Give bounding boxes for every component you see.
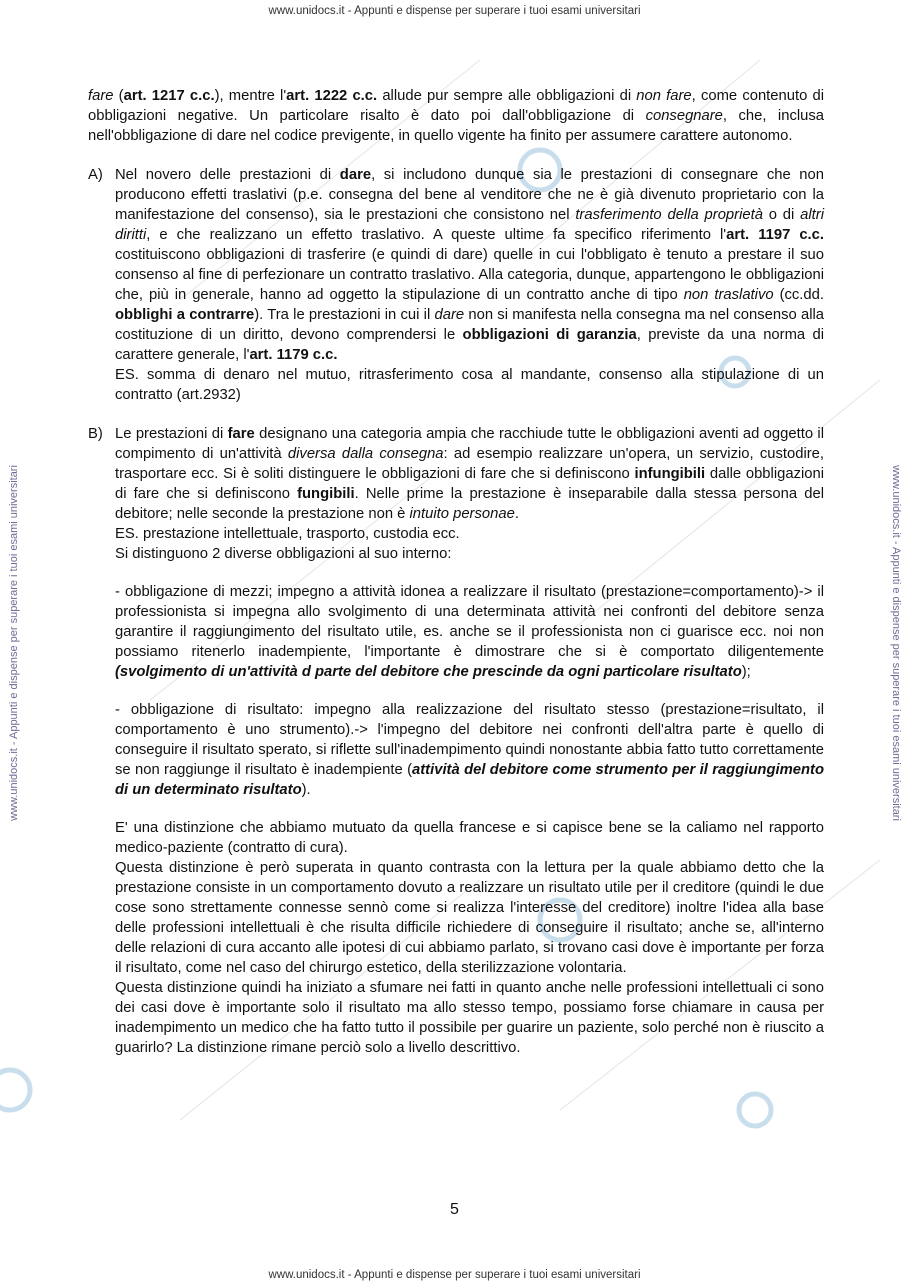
page-number: 5 <box>450 1201 459 1218</box>
term-fare: fare <box>88 88 114 104</box>
term-fare: fare <box>227 426 255 442</box>
term-altri-diritti: altri diritti <box>115 207 824 243</box>
section-b-example: ES. prestazione intellettuale, trasporto, custodia ecc. <box>115 526 460 542</box>
text-run: - obbligazione di mezzi; impegno a attività idonea a realizzare il risultato (prestazione=comportamento)-> il professionista si impegna allo svolgimento di una determinata attività nei confronti del debitore senza garantire il raggiungimento del risultato utile, es. anche se il professionista non ci guarisce ecc. noi non possiamo ritenerlo inadempiente, l'importante è dimostrare che si è comportato diligentemente <box>115 584 824 660</box>
page-header[interactable]: www.unidocs.it - Appunti e dispense per superare i tuoi esami universitari <box>268 5 641 17</box>
article-ref: art. 1222 c.c. <box>286 88 378 104</box>
text-run: , previste da una norma di carattere generale, l' <box>115 327 824 363</box>
emphasis-run: (svolgimento di un'attività d parte del debitore che prescinde da ogni particolare risultato <box>115 664 742 680</box>
emphasis-run: attività del debitore come strumento per il raggiungimento di un determinato risultato <box>115 762 824 798</box>
text-run: ). Tra le prestazioni in cui il <box>254 307 435 323</box>
sidebar-left-link[interactable]: www.unidocs.it - Appunti e dispense per superare i tuoi esami universitari <box>7 465 20 821</box>
text-run: designano una categoria ampia che racchiude tutte le obbligazioni aventi ad oggetto il compimento di un'attività <box>115 426 824 462</box>
text-run: allude pur sempre alle obbligazioni di <box>377 88 637 104</box>
section-marker: B) <box>88 426 103 442</box>
sfumare-paragraph: Questa distinzione quindi ha iniziato a sfumare nei fatti in quanto anche nelle professioni intellettuali ci sono dei casi dove è importante solo il risultato ma allo stesso tempo, possiamo forse chiamare in causa per inadempimento un medico che ha fatto tutto il possibile per guarire un paziente, solo perché non è riuscito a guarirlo? La distinzione rimane perciò solo a livello descrittivo. <box>115 980 824 1056</box>
section-b-intro-list: Si distinguono 2 diverse obbligazioni al suo interno: <box>115 546 452 562</box>
obbligazione-di-risultato <box>115 700 824 800</box>
term-obbligazioni-di-garanzia: obbligazioni di garanzia <box>462 327 637 343</box>
text-run: dalle obbligazioni di fare che si definiscono <box>115 466 825 502</box>
section-a-paragraph <box>115 165 824 365</box>
text-run: - obbligazione di risultato: impegno alla realizzazione del risultato stesso (prestazione=risultato, il comportamento è uno strumento).-> l'impegno del debitore nei confronti dell'altra parte è quello di conseguire il risultato sperato, si riflette sull'inadempimento quindi nonostante abbia fatto tutto correttamente se non raggiunge il risultato è inadempiente ( <box>115 702 824 778</box>
text-run: . <box>514 506 519 522</box>
obbligazione-di-mezzi <box>115 582 824 682</box>
sidebar-right-link[interactable]: www.unidocs.it - Appunti e dispense per superare i tuoi esami universitari <box>889 465 902 821</box>
text-run: , come contenuto di obbligazioni negative. Un particolare risalto è dato poi dall'obbligazione di <box>88 88 825 124</box>
term-fungibili: fungibili <box>297 486 355 502</box>
intro-paragraph <box>88 86 824 146</box>
section-marker: A) <box>88 167 103 183</box>
text-run: Le prestazioni di <box>115 426 228 442</box>
document-body <box>88 86 824 1058</box>
text-run: , che, inclusa nell'obbligazione di dare nel codice previgente, in quello vigente ha finito per assumere carattere autonomo. <box>88 108 824 144</box>
term-non-traslativo: non traslativo <box>683 287 774 303</box>
text-run: : ad esempio realizzare un'opera, un servizio, custodire, trasportare ecc. Si è soliti distinguere le obbligazioni di fare che si definiscono <box>115 446 824 482</box>
section-b-body <box>115 424 824 1058</box>
section-b <box>88 424 824 1058</box>
text-run: (cc.dd. <box>773 287 824 303</box>
section-a <box>88 165 824 405</box>
page-footer[interactable]: www.unidocs.it - Appunti e dispense per superare i tuoi esami universitari <box>268 1269 641 1281</box>
term-diversa-dalla-consegna: diversa dalla consegna <box>287 446 444 462</box>
article-ref: art. 1217 c.c. <box>123 88 215 104</box>
text-run: ( <box>113 88 124 104</box>
text-run: costituiscono obbligazioni di trasferire (e quindi di dare) quelle in cui l'obbligato è tenuto a prestare il suo consenso al fine di perfezionare un contratto traslativo. Alla categoria, dunque, appartengono le obbligazioni che, più in generale, hanno ad oggetto la stipulazione di un contratto anche di tipo <box>115 247 824 303</box>
distinction-paragraph: E' una distinzione che abbiamo mutuato da quella francese e si capisce bene se la caliamo nel rapporto medico-paziente (contratto di cura). <box>115 820 824 856</box>
text-run: , si includono dunque sia le prestazioni di consegnare che non producono effetti traslativi (p.e. consegna del bene al venditore che ne è già divenuto proprietario con la manifestazione del consenso), sia le prestazioni che consistono nel <box>115 167 824 223</box>
term-non-fare: non fare <box>636 88 692 104</box>
text-run: o di <box>762 207 801 223</box>
term-trasferimento: trasferimento della proprietà <box>575 207 763 223</box>
term-intuito-personae: intuito personae <box>409 506 515 522</box>
article-ref: art. 1197 c.c. <box>726 227 825 243</box>
text-run: ); <box>741 664 751 680</box>
superata-paragraph: Questa distinzione è però superata in quanto contrasta con la lettura per la quale abbiamo detto che la prestazione consiste in un comportamento dovuto a realizzare un risultato utile per il creditore (quindi le due cose sono strettamente connesse sennò come si realizza l'interesse del creditore) inoltre l'idea alla base delle professioni intellettuali è che risulta difficile richiedere di conseguire il risultato; anche se, all'interno delle relazioni di cura accanto alle ipotesi di cui abbiamo parlato, si trovano casi dove è importante per forza il risultato, come nel caso del chirurgo estetico, della sterilizzazione volontaria. <box>115 860 824 976</box>
term-infungibili: infungibili <box>634 466 706 482</box>
term-obblighi-a-contrarre: obblighi a contrarre <box>115 307 255 323</box>
text-run: non si manifesta nella consegna ma nel consenso alla costituzione di un diritto, devono comprendersi le <box>115 307 824 343</box>
text-run: ). <box>301 782 311 798</box>
term-dare: dare <box>339 167 372 183</box>
section-b-paragraph <box>115 424 824 524</box>
text-run: Nel novero delle prestazioni di <box>115 167 340 183</box>
text-run: ), mentre l' <box>214 88 287 104</box>
section-a-example: ES. somma di denaro nel mutuo, ritrasferimento cosa al mandante, consenso alla stipulazione di un contratto (art.2932) <box>115 367 824 403</box>
section-a-body <box>115 165 824 405</box>
text-run: , e che realizzano un effetto traslativo. A queste ultime fa specifico riferimento l' <box>146 227 727 243</box>
article-ref: art. 1179 c.c. <box>249 347 338 363</box>
term-dare: dare <box>434 307 465 323</box>
term-consegnare: consegnare <box>645 108 723 124</box>
text-run: . Nelle prime la prestazione è inseparabile dalla stessa persona del debitore; nelle seconde la prestazione non è <box>115 486 824 522</box>
